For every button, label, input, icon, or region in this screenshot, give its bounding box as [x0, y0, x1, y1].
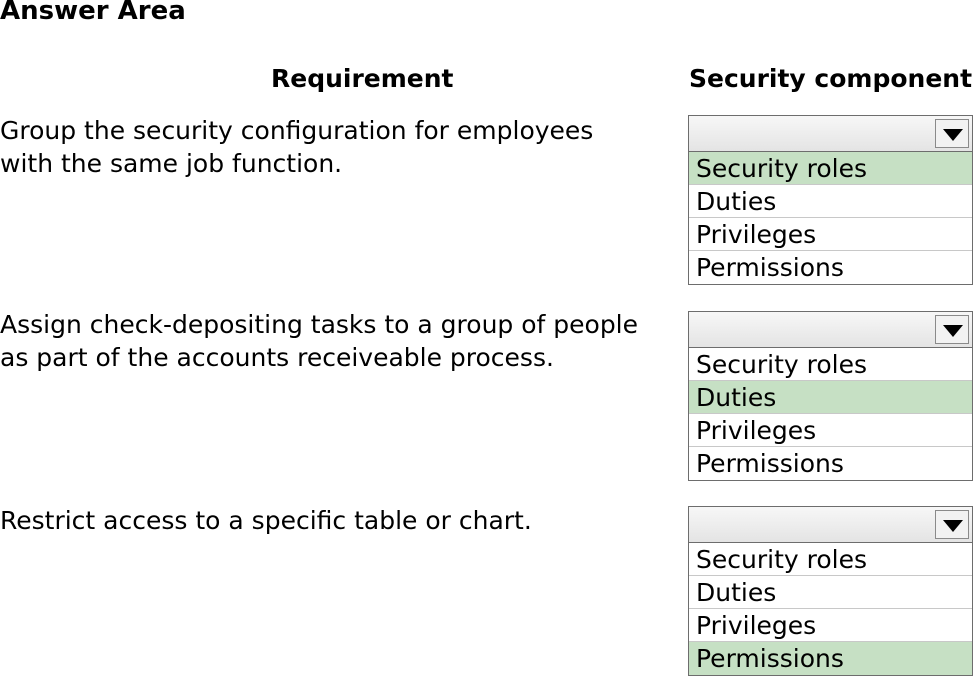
option-privileges[interactable]: Privileges [689, 218, 972, 251]
dropdown-1-options [688, 151, 973, 285]
dropdown-2-header[interactable] [688, 311, 973, 347]
security-component-dropdown-1 [688, 115, 973, 285]
option-security-roles[interactable]: Security roles [689, 348, 972, 381]
option-privileges[interactable]: Privileges [689, 414, 972, 447]
option-permissions[interactable]: Permissions [696, 449, 844, 478]
option-permissions[interactable]: Permissions [696, 253, 844, 282]
chevron-down-icon[interactable] [935, 119, 969, 148]
answer-area-title: Answer Area [0, 0, 186, 26]
requirement-3-text: Restrict access to a specific table or chart. [0, 506, 532, 535]
option-privileges[interactable]: Privileges [689, 609, 972, 642]
dropdown-1-header[interactable] [688, 115, 973, 151]
dropdown-2-options [688, 347, 973, 481]
requirement-2-text: Assign check-depositing tasks to a group of people as part of the accounts receiveable process. [0, 310, 639, 372]
option-duties[interactable]: Duties [689, 381, 972, 414]
security-component-dropdown-3 [688, 506, 973, 676]
dropdown-3-options [688, 542, 973, 676]
chevron-down-icon[interactable] [935, 315, 969, 344]
option-duties[interactable]: Duties [689, 185, 972, 218]
requirement-header: Requirement [271, 64, 454, 93]
security-component-header: Security component [689, 64, 973, 93]
option-security-roles[interactable]: Security roles [689, 543, 972, 576]
dropdown-3-header[interactable] [688, 506, 973, 542]
option-duties[interactable]: Duties [689, 576, 972, 609]
security-component-dropdown-2 [688, 311, 973, 481]
requirement-1-text: Group the security configuration for employees with the same job function. [0, 116, 594, 178]
option-security-roles[interactable]: Security roles [689, 152, 972, 185]
chevron-down-icon[interactable] [935, 510, 969, 539]
option-permissions[interactable]: Permissions [689, 642, 972, 675]
